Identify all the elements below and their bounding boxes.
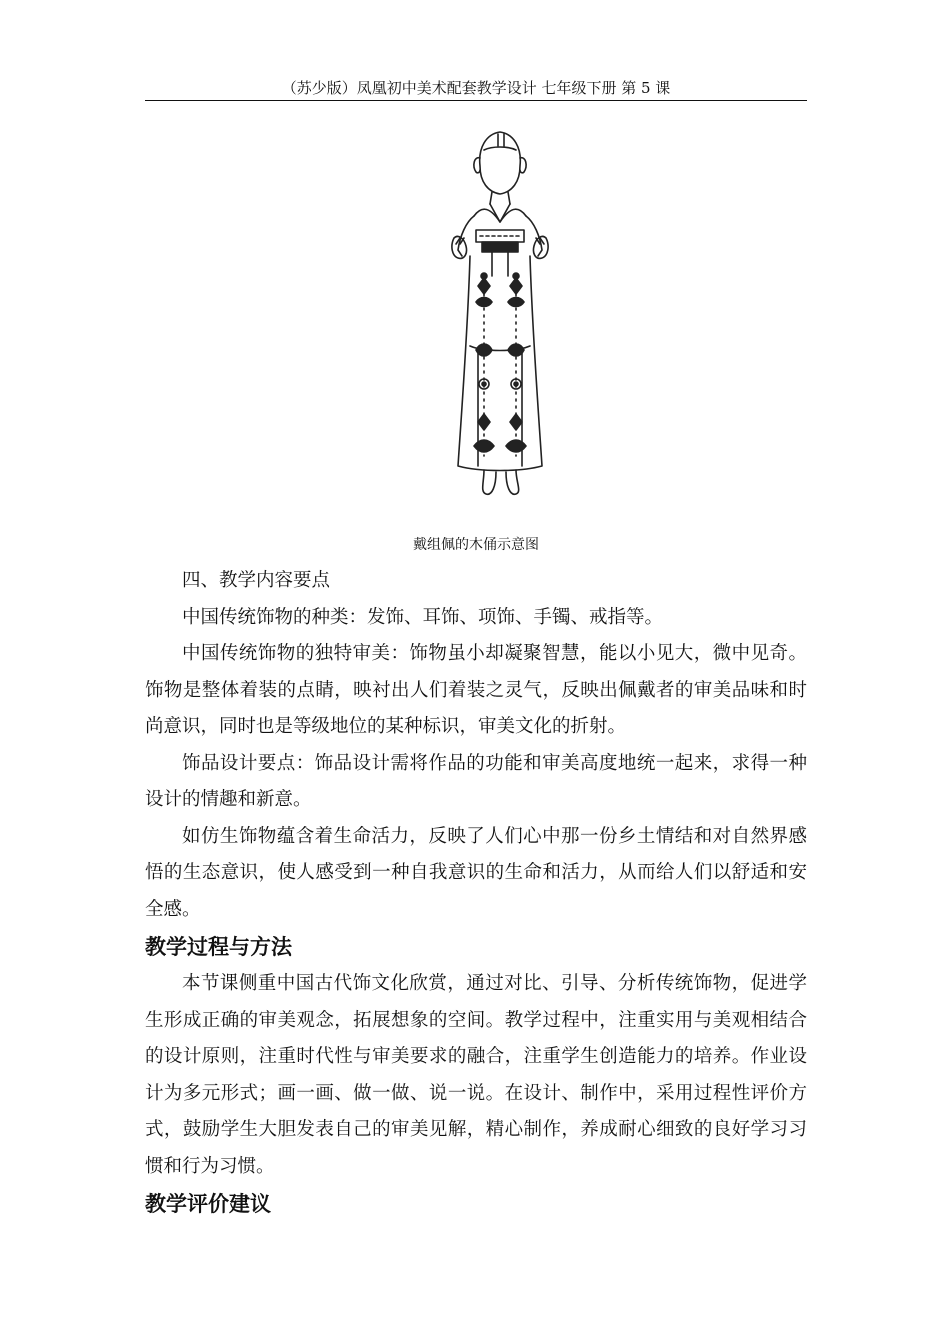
header-rule [145,100,807,101]
wooden-figurine-illustration [440,126,560,504]
paragraph: 中国传统饰物的种类：发饰、耳饰、项饰、手镯、戒指等。 [182,606,664,628]
section-four-heading: 四、教学内容要点 [182,570,331,591]
section-title-process: 教学过程与方法 [145,935,292,959]
document-body [145,563,807,1223]
figure-caption: 戴组佩的木俑示意图 [413,537,539,553]
paragraph: 中国传统饰物的独特审美：饰物虽小却凝聚智慧，能以小见大，微中见奇。饰物是整体着装的点睛，映衬出人们着装之灵气，反映出佩戴者的审美品味和时尚意识，同时也是等级地位的某种标识，审美文化的折射。 [145,643,807,737]
page-header: （苏少版）凤凰初中美术配套教学设计 七年级下册 第 5 课 [281,79,671,97]
paragraph: 饰品设计要点：饰品设计需将作品的功能和审美高度地统一起来，求得一种设计的情趣和新意。 [145,752,807,810]
paragraph: 如仿生饰物蕴含着生命活力，反映了人们心中那一份乡土情结和对自然界感悟的生态意识，使人感受到一种自我意识的生命和活力，从而给人们以舒适和安全感。 [145,825,807,920]
paragraph: 本节课侧重中国古代饰文化欣赏，通过对比、引导、分析传统饰物，促进学生形成正确的审美观念，拓展想象的空间。教学过程中，注重实用与美观相结合的设计原则，注重时代性与审美要求的融合，注重学生创造能力的培养。作业设计为多元形式；画一画、做一做、说一说。在设计、制作中，采用过程性评价方式，鼓励学生大胆发表自己的审美见解，精心制作，养成耐心细致的良好学习习惯和行为习惯。 [145,973,807,1177]
section-title-evaluation: 教学评价建议 [145,1192,271,1216]
